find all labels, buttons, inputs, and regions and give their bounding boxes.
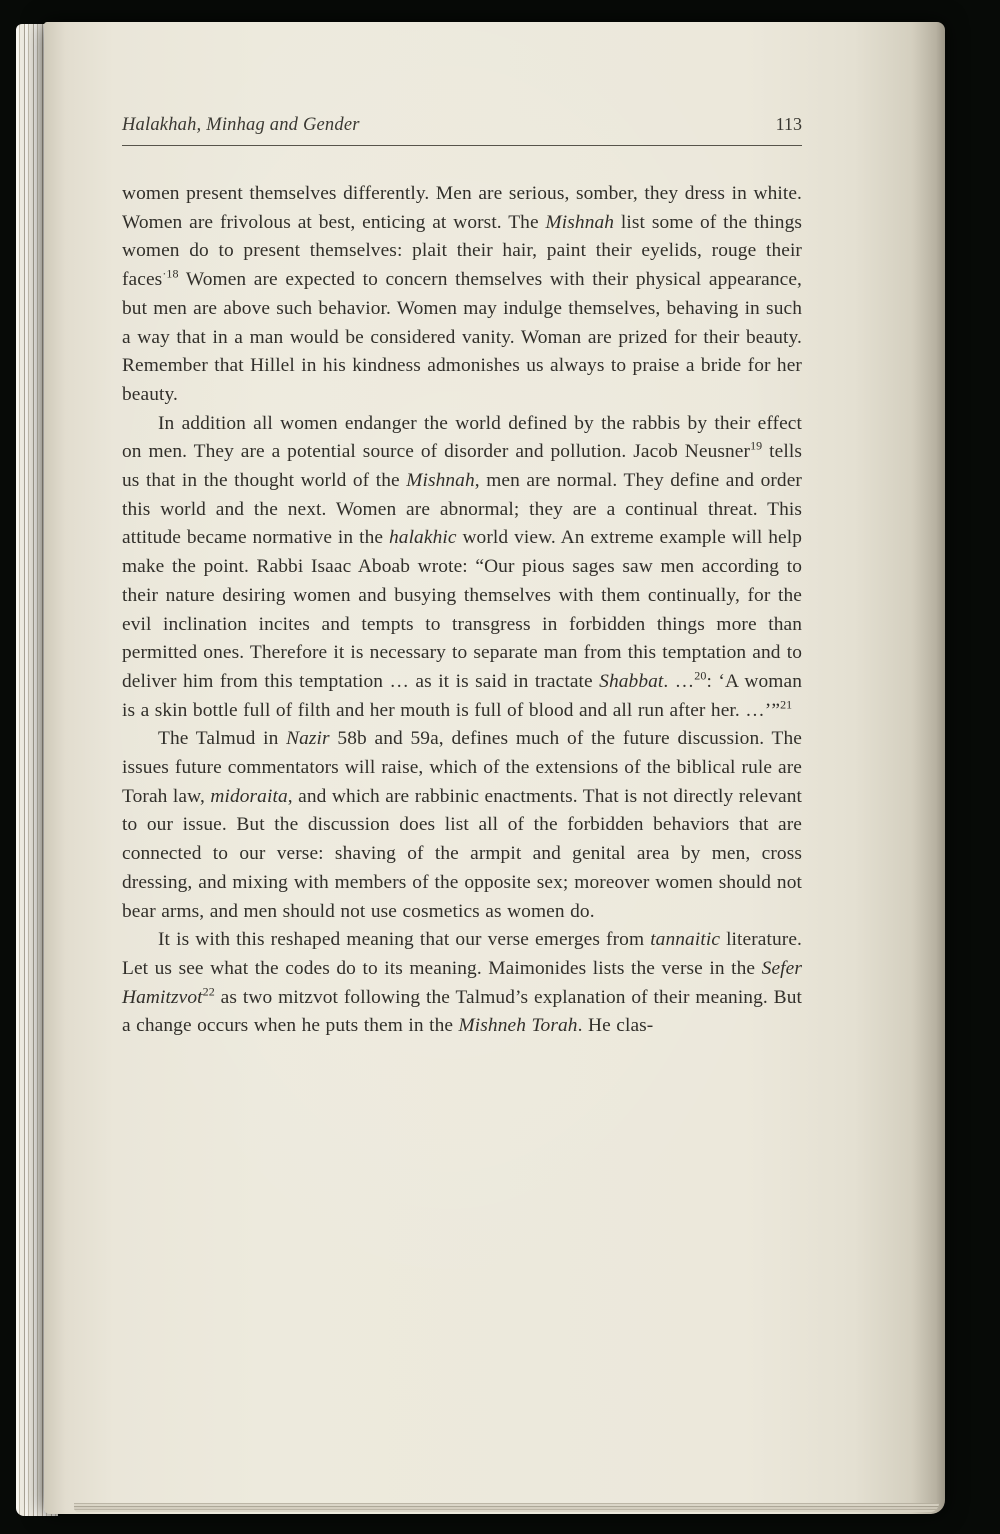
text-run: The Talmud in [158,728,287,750]
text-run: , and which are rabbinic enactments. That is not directly relevant to our issue. But the discussion does list all of the forbidden behaviors that are connected to our verse: shaving of the armpit and genital area by men, cross dressing, and mixing with members of the opposite sex; moreover women should not bear arms, and men should not use cosmetics as women do. [122,785,803,922]
italic-term: tannaitic [650,929,721,951]
text-run: tells us that in the thought world of the [122,441,802,492]
italic-term: Shabbat [599,670,664,692]
text-run: . He clas- [577,1015,654,1037]
italic-term: Mishnah [406,470,475,492]
italic-term: halakhic [388,527,457,549]
paragraph [122,926,802,1041]
italic-term: Mishneh Torah [458,1015,578,1037]
footnote-ref: 19 [750,438,763,453]
text-run: as two mitzvot following the Talmud’s explanation of their meaning. But a change occurs when he puts them in the [122,986,802,1037]
running-header-title: Halakhah, Minhag and Gender [122,115,360,135]
italic-term: midoraita [210,785,288,807]
text-run: . … [663,670,695,692]
paragraph [122,410,802,726]
page-bottom-edge [74,1503,939,1512]
text-run: It is with this reshaped meaning that our verse emerges from [158,929,651,951]
footnote-ref: 22 [202,984,215,999]
text-run: , men are normal. They define and order this world and the next. Women are abnormal; they are a continual threat. This attitude became normative in the [122,470,802,549]
text-run: In addition all women endanger the world defined by the rabbis by their effect on men. They are a potential source of disorder and pollution. Jacob Neusner [122,412,802,463]
italic-term: Sefer Hamitzvot [122,957,802,1008]
page-number: 113 [775,114,802,134]
italic-term: Mishnah [545,211,615,233]
footnote-ref: ·18 [162,266,179,281]
italic-term: Nazir [286,728,330,750]
text-run: 58b and 59a, defines much of the future discussion. The issues future commentators will raise, which of the extensions of the biblical rule are Torah law, [122,728,802,807]
footnote-ref: 21 [780,697,793,712]
text-run: literature. Let us see what the codes do to its meaning. Maimonides lists the verse in the [122,929,802,979]
paragraph [122,180,802,410]
page-text-block [122,114,802,1041]
text-run: : ‘A woman is a skin bottle full of filth and her mouth is full of blood and all run after her. …’” [122,670,802,721]
paragraph [122,725,802,926]
text-run: Women are expected to concern themselves with their physical appearance, but men are above such behavior. Women may indulge themselves, behaving in such a way that in a man would be considered vanity. Woman are prized for their beauty. Remember that Hillel in his kindness admonishes us always to praise a bride for her beauty. [122,269,802,405]
running-header [122,114,802,146]
text-run: world view. An extreme example will help make the point. Rabbi Isaac Aboab wrote: “Our pious sages saw men according to their nature desiring women and busying themselves with them continually, for the evil inclination incites and tempts to transgress in forbidden things more than permitted ones. Therefore it is necessary to separate man from this temptation and to deliver him from this temptation … as it is said in tractate [122,527,802,692]
text-run: list some of the things women do to present themselves: plait their hair, paint their eyelids, rouge their faces [122,211,803,291]
footnote-ref: 20 [694,668,707,683]
body-text [122,180,802,1041]
text-run: women present themselves differently. Men are serious, somber, they dress in white. Women are frivolous at best, enticing at worst. The [122,183,802,233]
book-page [44,22,945,1514]
